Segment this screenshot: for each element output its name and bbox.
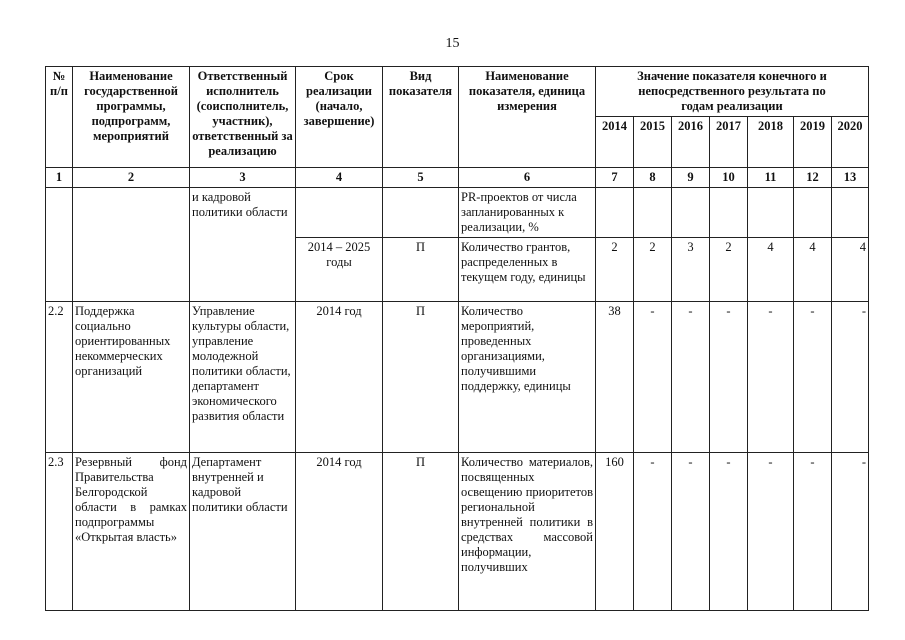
row-responsible: Управление культуры области, управление молодежной политики области, департамент экономического развития области — [190, 302, 296, 453]
row-value: - — [832, 453, 869, 611]
row-value — [710, 188, 748, 238]
row-name — [73, 188, 190, 302]
column-numbers-row — [46, 168, 869, 188]
row-value — [596, 188, 634, 238]
row-num: 2.2 — [46, 302, 73, 453]
row-value: 4 — [748, 238, 794, 302]
row-value: - — [794, 453, 832, 611]
indicators-table — [45, 66, 869, 611]
row-kind: П — [383, 302, 459, 453]
row-value: - — [672, 302, 710, 453]
column-number: 8 — [634, 168, 672, 188]
header-responsible: Ответственный исполнитель (соисполнитель, участник), ответственный за реализацию — [190, 67, 296, 168]
header-year: 2017 — [710, 117, 748, 168]
header-year: 2015 — [634, 117, 672, 168]
row-value: - — [634, 302, 672, 453]
column-number: 9 — [672, 168, 710, 188]
row-num: 2.3 — [46, 453, 73, 611]
column-number: 5 — [383, 168, 459, 188]
row-kind — [383, 188, 459, 238]
column-number: 13 — [832, 168, 869, 188]
row-value — [672, 188, 710, 238]
table-row — [46, 453, 869, 611]
row-term: 2014 год — [296, 453, 383, 611]
row-value — [748, 188, 794, 238]
header-indicator: Наименование показателя, единица измерения — [459, 67, 596, 168]
header-year: 2018 — [748, 117, 794, 168]
column-number: 1 — [46, 168, 73, 188]
header-values-group: Значение показателя конечного и непосредственного результата по годам реализации — [596, 67, 869, 117]
row-value: 2 — [710, 238, 748, 302]
row-kind: П — [383, 453, 459, 611]
column-number: 10 — [710, 168, 748, 188]
row-name: Поддержка социально ориентированных некоммерческих организаций — [73, 302, 190, 453]
row-responsible: и кадровой политики области — [190, 188, 296, 302]
column-number: 3 — [190, 168, 296, 188]
row-value: - — [672, 453, 710, 611]
header-year: 2020 — [832, 117, 869, 168]
row-value: 38 — [596, 302, 634, 453]
row-indicator: PR-проектов от числа запланированных к реализации, % — [459, 188, 596, 238]
row-value — [794, 188, 832, 238]
row-value — [832, 188, 869, 238]
row-value: - — [710, 302, 748, 453]
row-value: - — [794, 302, 832, 453]
header-year: 2019 — [794, 117, 832, 168]
table-row — [46, 302, 869, 453]
row-value: 2 — [634, 238, 672, 302]
header-name: Наименование государственной программы, подпрограмм, мероприятий — [73, 67, 190, 168]
header-term: Срок реализации (начало, завершение) — [296, 67, 383, 168]
header-num: № п/п — [46, 67, 73, 168]
column-number: 7 — [596, 168, 634, 188]
header-kind: Вид показателя — [383, 67, 459, 168]
row-value: - — [748, 302, 794, 453]
row-responsible: Департамент внутренней и кадровой политики области — [190, 453, 296, 611]
row-value: 3 — [672, 238, 710, 302]
row-value — [634, 188, 672, 238]
page-number: 15 — [445, 36, 460, 51]
row-value: - — [832, 302, 869, 453]
row-value: - — [748, 453, 794, 611]
column-number: 4 — [296, 168, 383, 188]
row-name: Резервный фонд Правительства Белгородской области в рамках подпрограммы «Открытая власть» — [73, 453, 190, 611]
row-value: 4 — [794, 238, 832, 302]
header-row-1 — [46, 67, 869, 117]
row-indicator: Количество материалов, посвященных освещению приоритетов региональной внутренней политики в средствах массовой информации, получивших — [459, 453, 596, 611]
row-value: - — [710, 453, 748, 611]
row-value: 2 — [596, 238, 634, 302]
column-number: 2 — [73, 168, 190, 188]
header-year: 2016 — [672, 117, 710, 168]
column-number: 11 — [748, 168, 794, 188]
row-term — [296, 188, 383, 238]
row-num — [46, 188, 73, 302]
header-year: 2014 — [596, 117, 634, 168]
row-term: 2014 – 2025 годы — [296, 238, 383, 302]
table-row — [46, 188, 869, 238]
row-value: 160 — [596, 453, 634, 611]
row-indicator: Количество грантов, распределенных в текущем году, единицы — [459, 238, 596, 302]
row-value: - — [634, 453, 672, 611]
row-term: 2014 год — [296, 302, 383, 453]
column-number: 6 — [459, 168, 596, 188]
row-kind: П — [383, 238, 459, 302]
column-number: 12 — [794, 168, 832, 188]
row-value: 4 — [832, 238, 869, 302]
row-indicator: Количество мероприятий, проведенных организациями, получившими поддержку, единицы — [459, 302, 596, 453]
